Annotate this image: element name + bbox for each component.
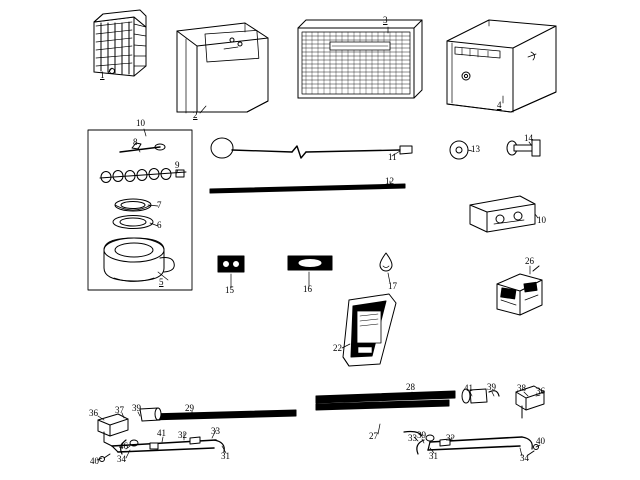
- part-15-plate: [218, 256, 244, 272]
- part-6-ring: [113, 216, 153, 229]
- callout-40-right: 40: [536, 436, 545, 446]
- part-10-block: [470, 196, 535, 232]
- callout-46: 46: [119, 441, 128, 451]
- callout-27: 27: [369, 431, 378, 441]
- part-26-control-box: [497, 266, 542, 315]
- callout-6: 6: [157, 220, 162, 230]
- part-11-rod: [211, 138, 412, 158]
- callout-22: 22: [333, 343, 342, 353]
- callout-32-right: 32: [446, 433, 455, 443]
- callout-1: 1: [100, 70, 105, 80]
- callout-17: 17: [388, 281, 397, 291]
- part-5-bowl: [104, 238, 174, 282]
- callout-8: 8: [133, 137, 138, 147]
- callout-4: 4: [497, 100, 502, 110]
- callout-10-left: 10: [136, 118, 145, 128]
- callout-31-left: 31: [221, 451, 230, 461]
- callout-11: 11: [388, 152, 397, 162]
- callout-34-right: 34: [520, 453, 529, 463]
- callout-40-left: 40: [90, 456, 99, 466]
- callout-14: 14: [524, 133, 533, 143]
- part-9-spring: [100, 169, 186, 183]
- callout-28: 28: [406, 382, 415, 392]
- bottom-right-linkage: [316, 383, 544, 455]
- callout-41-left: 41: [157, 428, 166, 438]
- part-4-tank: [447, 20, 556, 112]
- part-13-washer: [450, 141, 468, 159]
- callout-34-left: 34: [117, 454, 126, 464]
- callout-7: 7: [157, 200, 162, 210]
- callout-16: 16: [303, 284, 312, 294]
- callout-26: 26: [525, 256, 534, 266]
- callout-15: 15: [225, 285, 234, 295]
- callout-31-right: 31: [429, 451, 438, 461]
- part-3-radiator: [298, 20, 422, 98]
- callout-9: 9: [175, 160, 180, 170]
- part-16-plate: [288, 256, 332, 270]
- part-1-core: [94, 10, 146, 76]
- callout-32-left: 32: [178, 430, 187, 440]
- callout-2: 2: [193, 110, 198, 120]
- callout-33-left: 33: [211, 426, 220, 436]
- part-17-grommet: [380, 253, 392, 271]
- callout-5: 5: [159, 277, 164, 287]
- callout-10-right: 10: [537, 215, 546, 225]
- part-22-panel: [343, 294, 396, 366]
- callout-13: 13: [471, 144, 480, 154]
- callout-3: 3: [383, 15, 388, 25]
- callout-39-left: 39: [132, 403, 141, 413]
- callout-39-bottom: 39: [417, 430, 426, 440]
- callout-37: 37: [115, 405, 124, 415]
- callout-39-right: 39: [487, 382, 496, 392]
- part-12-bar: [210, 184, 405, 193]
- part-7-gasket: [115, 199, 151, 211]
- part-8-rod: [120, 143, 165, 152]
- part-2-housing: [177, 23, 268, 113]
- callout-33-right: 33: [408, 433, 417, 443]
- callout-36-right: 36: [536, 386, 545, 396]
- callout-29: 29: [185, 403, 194, 413]
- callout-41-right: 41: [464, 383, 473, 393]
- callout-36-left: 36: [89, 408, 98, 418]
- callout-12: 12: [385, 176, 394, 186]
- bottom-left-linkage: [98, 405, 296, 462]
- callout-38: 38: [517, 383, 526, 393]
